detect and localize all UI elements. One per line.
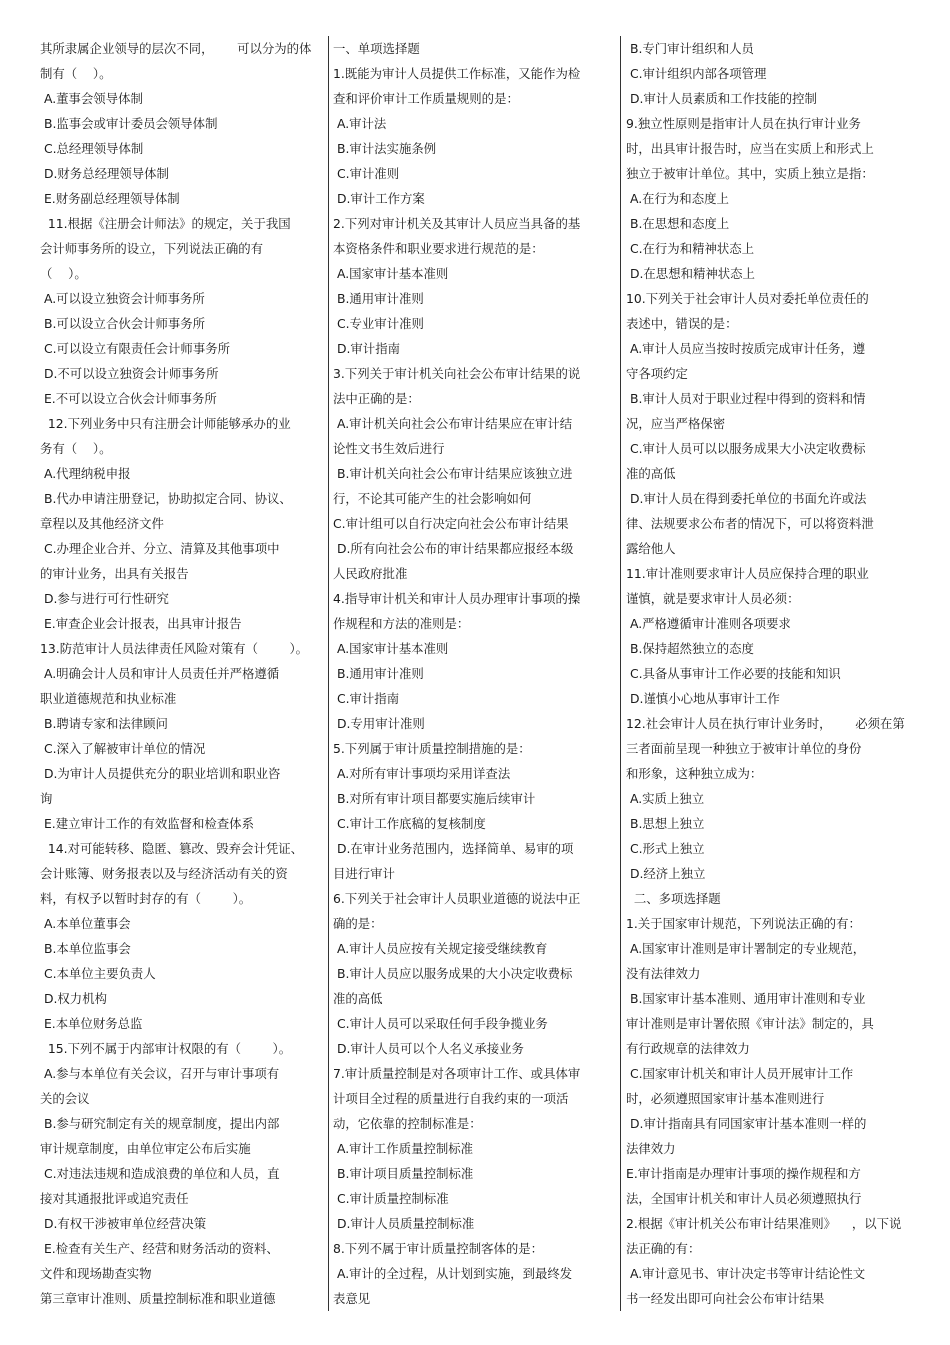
text-line: E.审查企业会计报表，出具审计报告 [40,616,242,631]
text-line: A.国家审计基本准则 [333,641,449,656]
text-line: D.为审计人员提供充分的职业培训和职业咨 [40,766,281,781]
text-line: C.审计准则 [333,166,400,181]
text-line: A.国家审计准则是审计署制定的专业规范， [626,941,866,956]
text-line: B.对所有审计项目都要实施后续审计 [333,791,536,806]
text-line: D.审计指南 [333,341,400,356]
text-line: 10.下列关于社会审计人员对委托单位责任的 [626,291,869,306]
text-line: 时，必须遵照国家审计基本准则进行 [626,1091,825,1106]
text-line: D.谨慎小心地从事审计工作 [626,691,780,706]
text-line: 法正确的有： [626,1241,701,1256]
text-line: 三者面前呈现一种独立于被审计单位的身份 [626,741,862,756]
text-line: 作规程和方法的准则是： [333,616,470,631]
text-line: D.审计人员素质和工作技能的控制 [626,91,817,106]
text-line: 11.根据《注册会计师法》的规定，关于我国 [40,216,291,231]
text-line: 人民政府批准 [333,566,408,581]
text-line: A.实质上独立 [626,791,705,806]
text-line: B.通用审计准则 [333,291,424,306]
text-line: A.审计工作质量控制标准 [333,1141,474,1156]
text-line: 况，应当严格保密 [626,416,726,431]
text-line: A.审计意见书、审计决定书等审计结论性文 [626,1266,866,1281]
text-line: C.本单位主要负责人 [40,966,156,981]
text-line: E.财务副总经理领导体制 [40,191,180,206]
text-line: 其所隶属企业领导的层次不同， 可以分为的体 [40,41,312,56]
text-line: 计项目全过程的质量进行自我约束的一项活 [333,1091,569,1106]
text-line: 法律效力 [626,1141,676,1156]
text-line: D.有权干涉被审单位经营决策 [40,1216,207,1231]
text-line: B.国家审计基本准则、通用审计准则和专业 [626,991,866,1006]
text-line: A.明确会计人员和审计人员责任并严格遵循 [40,666,280,681]
text-line: C.在行为和精神状态上 [626,241,755,256]
text-line: A.审计人员应按有关规定接受继续教育 [333,941,548,956]
text-line: A.在行为和态度上 [626,191,729,206]
text-line: B.通用审计准则 [333,666,424,681]
text-line: B.代办申请注册登记，协助拟定合同、协议、 [40,491,292,506]
text-line: 书一经发出即可向社会公布审计结果 [626,1291,825,1306]
text-line: 守各项约定 [626,366,688,381]
text-line: 11.审计准则要求审计人员应保持合理的职业 [626,566,869,581]
text-line: 二、多项选择题 [626,891,721,906]
text-line: 第三章审计准则、质量控制标准和职业道德 [40,1291,276,1306]
text-line: B.审计机关向社会公布审计结果应该独立进 [333,466,573,481]
text-line: D.审计人员在得到委托单位的书面允许或法 [626,491,867,506]
text-line: 12.下列业务中只有注册会计师能够承办的业 [40,416,291,431]
text-line: A.参与本单位有关会议，召开与审计事项有 [40,1066,280,1081]
text-line: C.具备从事审计工作必要的技能和知识 [626,666,841,681]
text-line: B.专门审计组织和人员 [626,41,754,56]
text-line: B.审计人员应以服务成果的大小决定收费标 [333,966,573,981]
text-line: 5.下列属于审计质量控制措施的是： [333,741,531,756]
text-line: B.本单位监事会 [40,941,131,956]
text-line: 表述中，错误的是： [626,316,738,331]
text-line: D.财务总经理领导体制 [40,166,169,181]
text-line: C.形式上独立 [626,841,705,856]
text-line: D.权力机构 [40,991,107,1006]
text-line: 接对其通报批评或追究责任 [40,1191,189,1206]
text-line: 有行政规章的法律效力 [626,1041,750,1056]
text-line: B.审计人员对于职业过程中得到的资料和情 [626,391,866,406]
text-line: 准的高低 [626,466,676,481]
text-line: D.不可以设立独资会计师事务所 [40,366,219,381]
text-line: E.建立审计工作的有效监督和检查体系 [40,816,254,831]
text-line: 论性文书生效后进行 [333,441,445,456]
text-line: A.对所有审计事项均采用详查法 [333,766,511,781]
text-line: 目进行审计 [333,866,395,881]
text-line: 料，有权予以暂时封存的有（ ）。 [40,891,252,906]
text-column-right [626,36,912,1311]
text-line: 会计师事务所的设立，下列说法正确的有 [40,241,264,256]
text-line: 9.独立性原则是指审计人员在执行审计业务 [626,116,861,131]
text-line: B.审计法实施条例 [333,141,437,156]
text-line: D.在审计业务范围内，选择简单、易审的项 [333,841,574,856]
text-line: 6.下列关于社会审计人员职业道德的说法中正 [333,891,581,906]
text-line: 关的会议 [40,1091,90,1106]
text-line: A.代理纳税申报 [40,466,131,481]
text-line: A.本单位董事会 [40,916,131,931]
text-line: 2.根据《审计机关公布审计结果准则》 ，以下说 [626,1216,902,1231]
text-line: C.审计指南 [333,691,400,706]
text-line: D.经济上独立 [626,866,706,881]
text-line: 12.社会审计人员在执行审计业务时， 必须在第 [626,716,905,731]
text-line: D.参与进行可行性研究 [40,591,169,606]
text-line: C.审计质量控制标准 [333,1191,449,1206]
text-line: B.审计项目质量控制标准 [333,1166,474,1181]
text-line: （ ）。 [40,266,87,281]
text-line: A.董事会领导体制 [40,91,143,106]
text-line: 一、单项选择题 [333,41,420,56]
text-line: 1.关于国家审计规范，下列说法正确的有： [626,916,861,931]
text-line: 独立于被审计单位。其中，实质上独立是指： [626,166,874,181]
text-column-middle [333,36,615,1311]
text-column-left [40,36,324,1311]
text-line: E.本单位财务总监 [40,1016,143,1031]
text-line: D.审计人员可以个人名义承接业务 [333,1041,524,1056]
text-line: A.审计法 [333,116,387,131]
text-line: B.参与研究制定有关的规章制度，提出内部 [40,1116,280,1131]
text-line: A.审计人员应当按时按质完成审计任务，遵 [626,341,866,356]
text-line: B.思想上独立 [626,816,705,831]
text-line: B.监事会或审计委员会领导体制 [40,116,218,131]
text-line: 3.下列关于审计机关向社会公布审计结果的说 [333,366,581,381]
text-line: 审计规章制度，由单位审定公布后实施 [40,1141,251,1156]
text-line: C.对违法违规和造成浪费的单位和人员，直 [40,1166,280,1181]
text-line: A.可以设立独资会计师事务所 [40,291,205,306]
text-line: 确的是： [333,916,383,931]
text-line: A.审计的全过程，从计划到实施，到最终发 [333,1266,573,1281]
text-line: C.审计组织内部各项管理 [626,66,767,81]
text-line: D.审计人员质量控制标准 [333,1216,475,1231]
text-line: B.可以设立合伙会计师事务所 [40,316,206,331]
text-line: 7.审计质量控制是对各项审计工作、或具体审 [333,1066,581,1081]
text-line: C.总经理领导体制 [40,141,144,156]
text-line: 法中正确的是： [333,391,420,406]
text-line: C.可以设立有限责任会计师事务所 [40,341,230,356]
text-line: 的审计业务，出具有关报告 [40,566,189,581]
text-line: C.专业审计准则 [333,316,424,331]
text-line: B.保持超然独立的态度 [626,641,754,656]
text-line: 律、法规要求公布者的情况下，可以将资料泄 [626,516,874,531]
text-line: C.深入了解被审计单位的情况 [40,741,206,756]
text-line: C.审计组可以自行决定向社会公布审计结果 [333,516,569,531]
text-line: 动，它依靠的控制标准是： [333,1116,482,1131]
text-line: 本资格条件和职业要求进行规范的是： [333,241,544,256]
text-line: 和形象，这种独立成为： [626,766,763,781]
text-line: 务有（ ）。 [40,441,112,456]
text-line: 询 [40,791,53,806]
text-line: 没有法律效力 [626,966,701,981]
text-line: B.聘请专家和法律顾问 [40,716,168,731]
text-line: 时，出具审计报告时，应当在实质上和形式上 [626,141,874,156]
text-line: A.国家审计基本准则 [333,266,449,281]
text-line: 13.防范审计人员法律责任风险对策有（ ）。 [40,641,309,656]
text-line: 表意见 [333,1291,371,1306]
text-line: 14.对可能转移、隐匿、篡改、毁弃会计凭证、 [40,841,304,856]
column-divider [620,36,621,1311]
text-line: D.专用审计准则 [333,716,425,731]
text-line: 4.指导审计机关和审计人员办理审计事项的操 [333,591,581,606]
text-line: 查和评价审计工作质量规则的是： [333,91,519,106]
text-line: C.办理企业合并、分立、清算及其他事项中 [40,541,280,556]
text-line: 章程以及其他经济文件 [40,516,164,531]
text-line: 行，不论其可能产生的社会影响如何 [333,491,532,506]
text-line: E.审计指南是办理审计事项的操作规程和方 [626,1166,861,1181]
text-line: D.在思想和精神状态上 [626,266,755,281]
text-line: 露给他人 [626,541,676,556]
text-line: C.审计工作底稿的复核制度 [333,816,486,831]
text-line: D.所有向社会公布的审计结果都应报经本级 [333,541,574,556]
text-line: 8.下列不属于审计质量控制客体的是： [333,1241,544,1256]
text-line: E.不可以设立合伙会计师事务所 [40,391,217,406]
text-line: C.审计人员可以以服务成果大小决定收费标 [626,441,866,456]
text-line: 会计账簿、财务报表以及与经济活动有关的资 [40,866,288,881]
text-line: A.审计机关向社会公布审计结果应在审计结 [333,416,573,431]
text-line: A.严格遵循审计准则各项要求 [626,616,791,631]
column-divider [328,36,329,1311]
text-line: C.审计人员可以采取任何手段争揽业务 [333,1016,548,1031]
text-line: 职业道德规范和执业标准 [40,691,177,706]
text-line: 审计准则是审计署依照《审计法》制定的，具 [626,1016,874,1031]
text-line: 制有（ ）。 [40,66,112,81]
text-line: B.在思想和态度上 [626,216,730,231]
text-line: D.审计工作方案 [333,191,425,206]
text-line: 法，全国审计机关和审计人员必须遵照执行 [626,1191,862,1206]
text-line: 准的高低 [333,991,383,1006]
text-line: 2.下列对审计机关及其审计人员应当具备的基 [333,216,581,231]
text-line: D.审计指南具有同国家审计基本准则一样的 [626,1116,867,1131]
text-line: 文件和现场勘查实物 [40,1266,152,1281]
text-line: E.检查有关生产、经营和财务活动的资料、 [40,1241,279,1256]
text-line: 15.下列不属于内部审计权限的有（ ）。 [40,1041,292,1056]
text-line: 谨慎，就是要求审计人员必须： [626,591,800,606]
text-line: C.国家审计机关和审计人员开展审计工作 [626,1066,854,1081]
text-line: 1.既能为审计人员提供工作标准，又能作为检 [333,66,581,81]
